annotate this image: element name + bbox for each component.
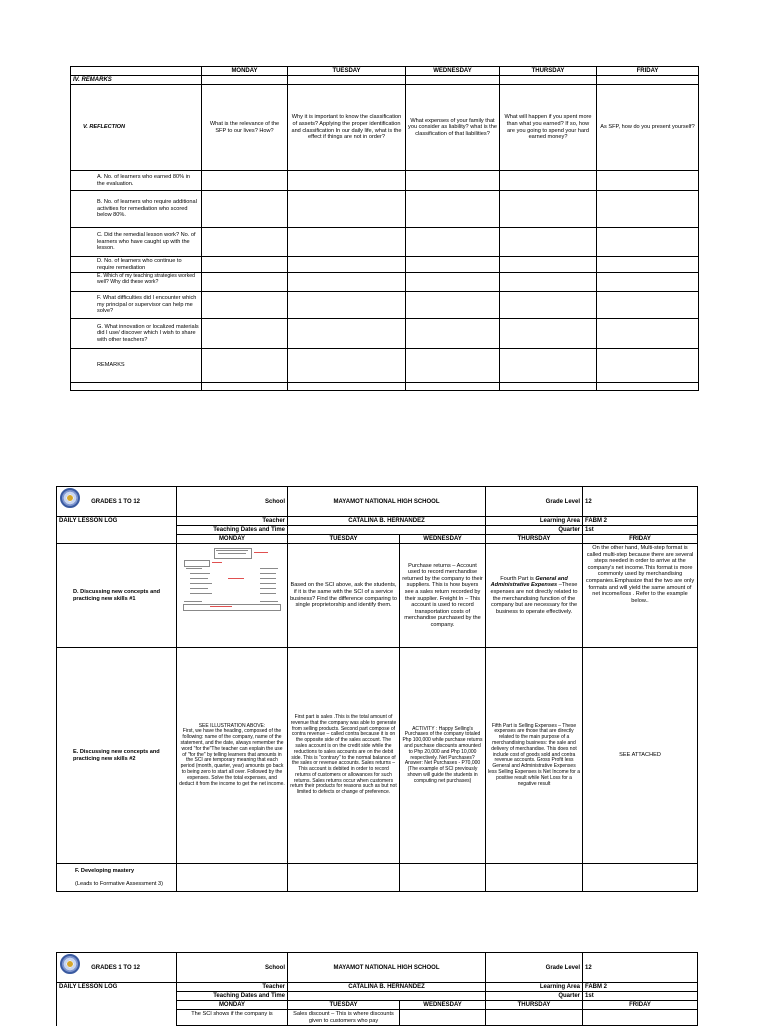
learning-area-value: FABM 2 [583,517,698,526]
day-header-thursday: THURSDAY [486,535,583,544]
teacher-label: Teacher [177,517,288,526]
day-header-monday: MONDAY [202,67,288,76]
day-header-thursday: THURSDAY [486,1001,583,1010]
teacher-name: CATALINA B. HERNANDEZ [288,517,486,526]
school-label: School [177,487,288,517]
reflection-table [70,66,699,391]
sci-thumbnail [180,546,284,622]
row-remedial-lesson: C. Did the remedial lesson work? No. of learners who have caught up with the lesson. [71,228,202,257]
row-f-label [57,864,177,892]
school-name: MAYAMOT NATIONAL HIGH SCHOOL [288,487,486,517]
grades-label: GRADES 1 TO 12 [57,953,177,983]
quarter-value: 1st [583,992,698,1001]
reflection-thursday: What will happen if you spent more than what you earned? If so, how are you going to spend your hard earned money? [500,85,597,171]
quarter-label: Quarter [486,526,583,535]
reflection-tuesday: Why it is important to know the classification of assets? Applying the proper identification and classification In our daily life, what is the effect if things are not in order? [288,85,406,171]
row-teaching-strategies: E. Which of my teaching strategies worked well? Why did these work? [71,273,202,292]
teaching-dates-label: Teaching Dates and Time [177,526,288,535]
quarter-value: 1st [583,526,698,535]
day-header-thursday: THURSDAY [500,67,597,76]
teacher-label: Teacher [177,983,288,992]
grades-label: GRADES 1 TO 12 [57,487,177,517]
day-header-wednesday: WEDNESDAY [406,67,500,76]
day-header-wednesday: WEDNESDAY [400,1001,486,1010]
row-e-wednesday: ACTIVITY : Happy Selling's Purchases of the company totaled Php 100,000 while purchase returns and purchase discounts amounted to Php 20,000 and Php 10,000 respectively. Net Purchases? Answer: Net Purchases - P70,000 (The example of SCI previously shown will guide the students in computing net purchases) [400,648,486,864]
school-name: MAYAMOT NATIONAL HIGH SCHOOL [288,953,486,983]
reflection-heading: V. REFLECTION [71,85,202,171]
grade-level-value: 12 [583,953,698,983]
row-remarks: REMARKS [71,349,202,383]
day-header-tuesday: TUESDAY [288,1001,400,1010]
row-e-thursday: Fifth Part is Selling Expenses – These expenses are those that are directly related to the main purpose of a merchandising business: the sale and delivery of merchandise. This does not include cost of goods sold and contra revenue accounts. Gross Profit less General and Administrative Expenses less Selling Expenses is Net Income for a positive result while Net Loss for a negative result [486,648,583,864]
row-d-wednesday: Purchase returns – Account used to record merchandise returned by the company to their suppliers. This is how buyers see a sales return recorded by their supplier. Freight In – This account is used to record transportation costs of merchandise purchased by the company. [400,544,486,648]
dll-label: DAILY LESSON LOG [57,983,177,992]
reflection-monday: What is the relevance of the SFP to our lives? How? [202,85,288,171]
learning-area-value: FABM 2 [583,983,698,992]
day-header-friday: FRIDAY [583,1001,698,1010]
row-d-friday: On the other hand, Multi-step format is called multi-step because there are several steps needed in order to arrive at the company's net income.This format is more commonly used by merchandising companies.Emphasize that the two are only formats and will yield the same amount of net income/loss . Refer to the example below.. [583,544,698,648]
grade-level-value: 12 [583,487,698,517]
reflection-friday: As SFP, how do you present yourself? [597,85,699,171]
row-d-thursday [486,544,583,648]
row-d-thursday-emphasis: General and Administrative Expenses [490,575,568,589]
day-header-friday: FRIDAY [583,535,698,544]
day-header-monday: MONDAY [177,1001,288,1010]
dll-label: DAILY LESSON LOG [57,517,177,526]
section3-monday: The SCI shows if the company is [177,1010,288,1026]
remarks-heading: IV. REMARKS [71,76,202,85]
row-f-title: F. Developing mastery [75,867,135,874]
day-header-friday: FRIDAY [597,67,699,76]
day-header-tuesday: TUESDAY [288,535,400,544]
row-d-label: D. Discussing new concepts and practicing new skills #1 [57,544,177,648]
day-header-wednesday: WEDNESDAY [400,535,486,544]
row-learners-80: A. No. of learners who earned 80% in the evaluation. [71,171,202,191]
quarter-label: Quarter [486,992,583,1001]
day-header-monday: MONDAY [177,535,288,544]
row-e-tuesday: First part is sales .This is the total amount of revenue that the company was able to generate from selling products. Second part compose of contra revenue – called contra because it is on the opposite side of the sales account. The sales account is on the credit side while the reductions to sales accounts are on the debit side. This is "contrary" to the normal balance of the sales or revenue accounts. Sales returns – This account is debited in order to record returns of customers or allowances for such returns. Sales returns occur when customers return their products for reasons such as but not limited to defects or change of preference. [288,648,400,864]
teaching-dates-label: Teaching Dates and Time [177,992,288,1001]
row-d-thursday-post: –These expenses are not directly related to the merchandising function of the company but are necessary for the business to operate effectively. [490,582,578,615]
learning-area-label: Learning Area [486,517,583,526]
dll-header-table-2 [56,952,698,1026]
row-d-thursday-pre: Fourth Part is [500,575,536,582]
dll-header-table-1 [56,486,698,892]
row-learners-remediation: B. No. of learners who require additional activities for remediation who scored below 80%. [71,191,202,228]
row-e-label: E. Discussing new concepts and practicing new skills #2 [57,648,177,864]
reflection-wednesday: What expenses of your family that you consider as liability? what is the classification of that liabilities? [406,85,500,171]
learning-area-label: Learning Area [486,983,583,992]
row-continue-remediation: D. No. of learners who continue to require remediation [71,257,202,273]
row-f-subtitle: (Leads to Formative Assessment 3) [75,880,163,887]
row-e-friday: SEE ATTACHED [583,648,698,864]
row-d-tuesday: Based on the SCI above, ask the students, if it is the same with the SCI of a service business? Find the difference comparing to single proprietorship and identify them. [288,544,400,648]
day-header-tuesday: TUESDAY [288,67,406,76]
row-e-monday: SEE ILLUSTRATION ABOVE: First, we have the heading, composed of the following: name of the company, name of the statement, and the date, always remember the word "for the"The teacher can explain the use of "for the" by telling learners that amounts in the SCI are temporary meaning that each period (month, quarter, year) amounts go back to being zero to start all over. Followed by the expenses. Solve the total expenses, and deduct it from the income to get the net income. [177,648,288,864]
grade-level-label: Grade Level [486,953,583,983]
row-difficulties: F. What difficulties did I encounter which my principal or supervisor can help me solve? [71,292,202,319]
teacher-name: CATALINA B. HERNANDEZ [288,983,486,992]
section3-tuesday: Sales discount – This is where discounts given to customers who pay [288,1010,400,1026]
corner-cell [71,67,202,76]
sci-illustration [177,544,288,648]
school-label: School [177,953,288,983]
grade-level-label: Grade Level [486,487,583,517]
row-innovation: G. What innovation or localized materials did I use/ discover which I wish to share with other teachers? [71,319,202,349]
